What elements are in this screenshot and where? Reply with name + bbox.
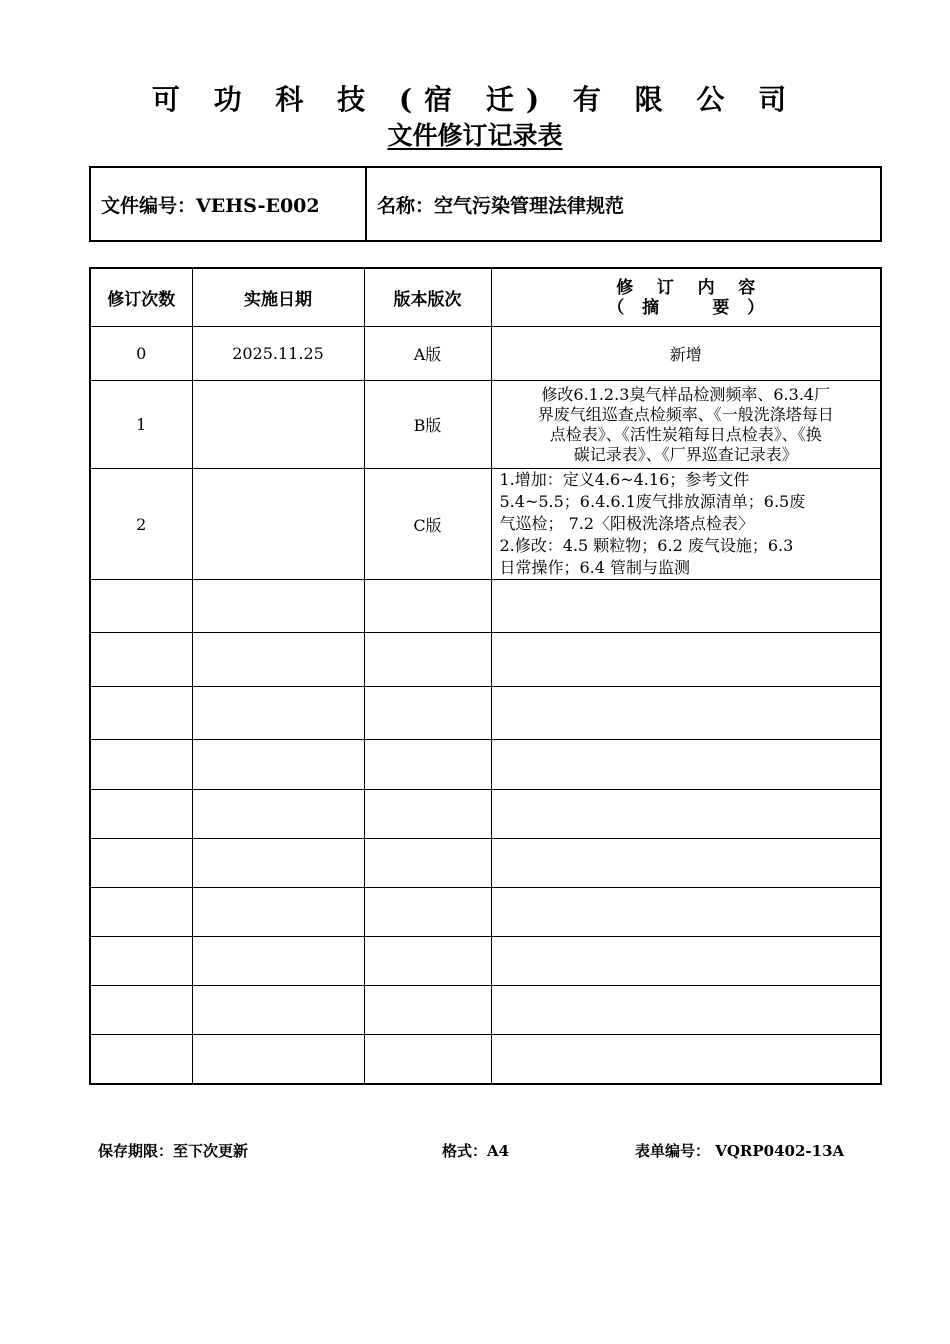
doc-number: 文件编号：VEHS-E002 [90,167,366,241]
empty-row [90,839,881,888]
content-line: 修改6.1.2.3臭气样品检测频率、6.3.4厂 [541,384,831,404]
cell-date [192,469,364,580]
cell-rev-no: 0 [90,327,192,381]
empty-row [90,633,881,687]
content-line: 碳记录表》、《厂界巡查记录表》 [573,444,798,464]
cell-content: 新增 [491,327,881,381]
col-version: 版本版次 [364,268,491,327]
col-date: 实施日期 [192,268,364,327]
table-row [90,469,881,580]
content-line: 日常操作；6.4 管制与监测 [499,558,691,577]
table-row [90,327,881,381]
content-line: 点检表》、《活性炭箱每日点检表》、《换 [549,424,822,444]
empty-row [90,937,881,986]
document-header-table [89,166,882,242]
content-line: 2.修改：4.5 颗粒物；6.2 废气设施；6.3 [499,536,794,555]
empty-row [90,1035,881,1084]
empty-row [90,888,881,937]
cell-version: A版 [364,327,491,381]
content-line: 气巡检； 7.2〈阳极洗涤塔点检表〉 [499,514,755,533]
content-line: 界废气组巡查点检频率、《一般洗涤塔每日 [537,404,834,424]
footer-format: 格式：A4 [442,1142,510,1160]
footer-retention: 保存期限：至下次更新 [98,1142,249,1160]
cell-content [491,469,881,580]
doc-name: 名称：空气污染管理法律规范 [366,167,881,241]
table-row [90,381,881,469]
empty-row [90,986,881,1035]
cell-version: B版 [364,381,491,469]
col-content-line2: （ 摘 要 ） [607,297,765,318]
cell-content [491,381,881,469]
cell-rev-no: 2 [90,469,192,580]
cell-rev-no: 1 [90,381,192,469]
content-line: 5.4~5.5；6.4.6.1废气排放源清单；6.5废 [499,492,806,511]
content-line: 1.增加：定义4.6~4.16；参考文件 [499,470,750,489]
document-title: 文件修订记录表 [387,121,563,150]
cell-date: 2025.11.25 [192,327,364,381]
cell-date [192,381,364,469]
revision-table [89,267,882,1085]
empty-row [90,687,881,740]
cell-version: C版 [364,469,491,580]
document-title-wrap [0,116,950,152]
footer-form-number: 表单编号： VQRP0402-13A [635,1142,845,1160]
empty-row [90,790,881,839]
col-content [491,268,881,327]
empty-row [90,740,881,790]
empty-row [90,580,881,633]
col-rev-no: 修订次数 [90,268,192,327]
table-header-row [90,268,881,327]
company-name: 可 功 科 技 (宿 迁) 有 限 公 司 [151,83,799,116]
col-content-line1: 修 订 内 容 [616,277,756,298]
